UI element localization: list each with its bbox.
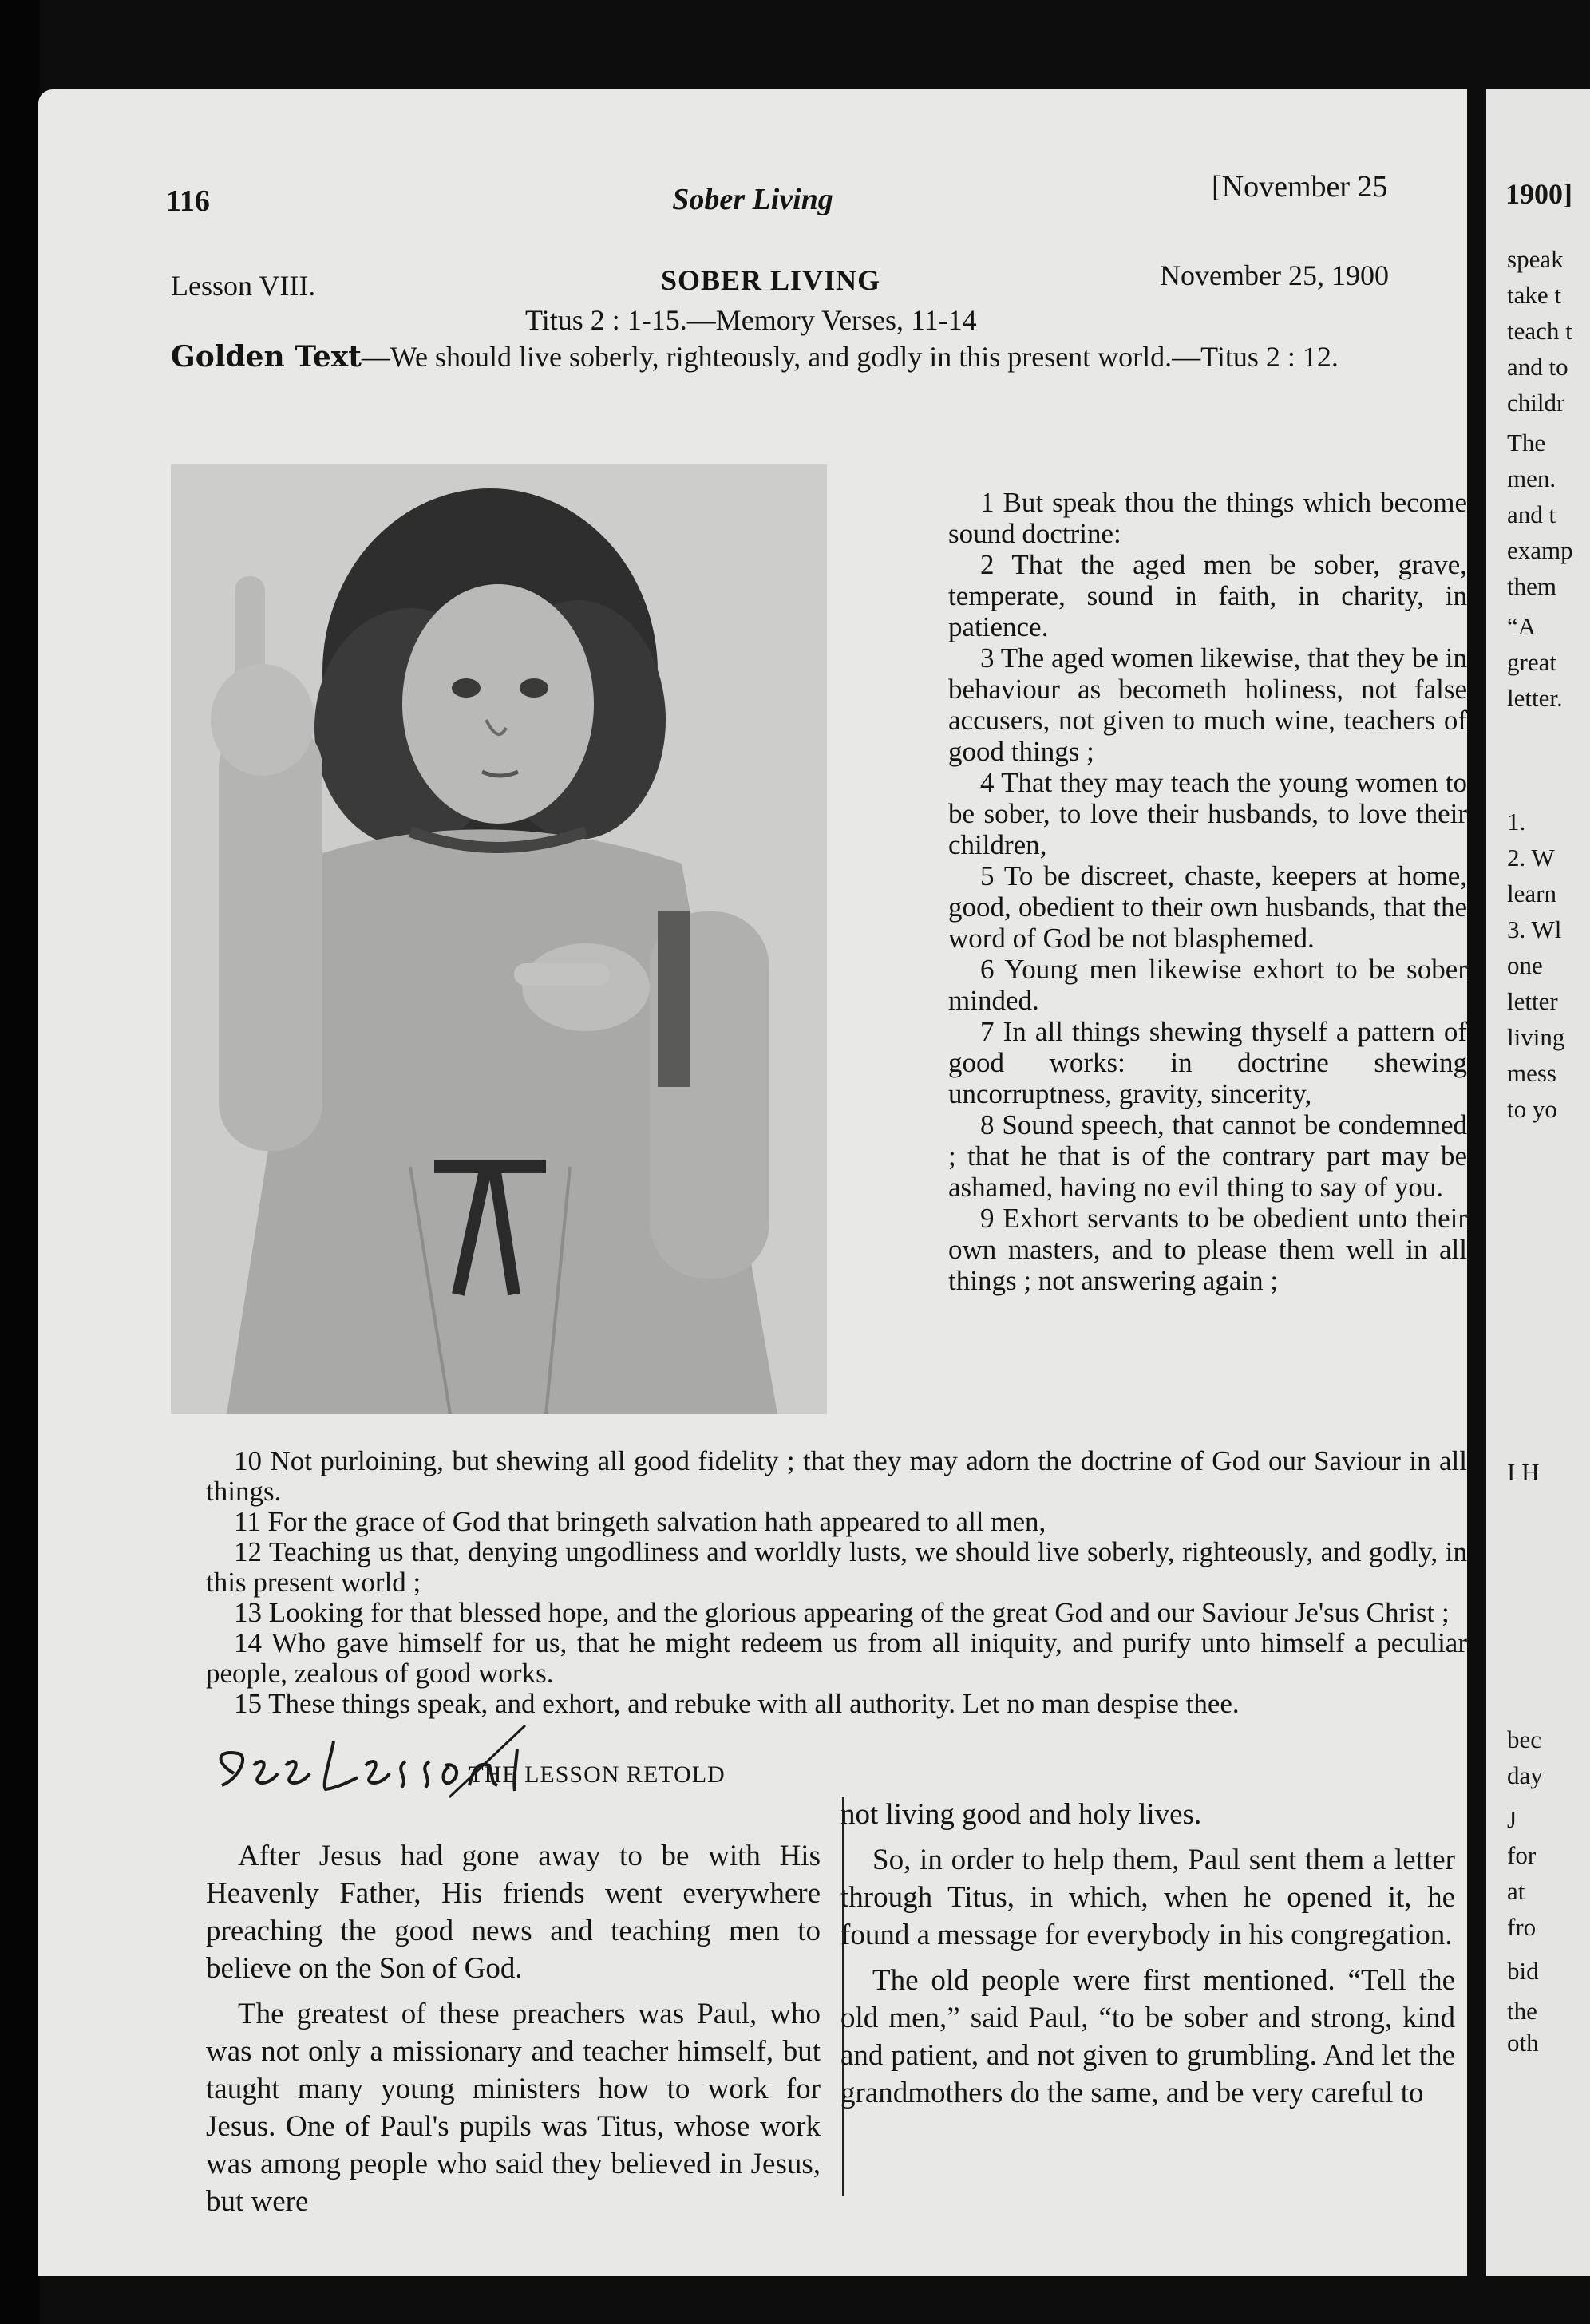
verses-column [948, 487, 1467, 1296]
retold-paragraph: After Jesus had gone away to be with His Heavenly Father, His friends went everywhere preaching the good news and teaching men to believe on the Son of God. [206, 1840, 821, 1985]
facing-page-line: at [1507, 1877, 1525, 1905]
verse-10: 10 Not purloining, but shewing all good fidelity ; that they may adorn the doctrine of God our Saviour in all things. [206, 1445, 1467, 1507]
facing-page-line: mess [1507, 1059, 1556, 1087]
page-116 [38, 89, 1467, 2276]
retold-right-column [840, 1796, 1455, 2120]
retold-paragraph: not living good and holy lives. [840, 1798, 1202, 1831]
facing-page-line: living [1507, 1023, 1565, 1051]
verse-5: 5 To be discreet, chaste, keepers at home, good, obedient to their own husbands, that the word of God be not blasphemed. [948, 860, 1467, 954]
facing-page-line: men. [1507, 464, 1556, 492]
facing-page-line: examp [1507, 536, 1573, 564]
facing-page-line: learn [1507, 879, 1556, 907]
facing-page-header: 1900] [1505, 178, 1572, 210]
handwritten-note [210, 1717, 545, 1813]
retold-paragraph: So, in order to help them, Paul sent them a letter through Titus, in which, when he opened it, he found a message for everybody in his congregation. [840, 1844, 1455, 1951]
retold-paragraph: The greatest of these preachers was Paul, who was not only a missionary and teacher himself, but taught many young ministers how to work for Jesus. One of Paul's pupils was Titus, whose work was among people who said they believed in Jesus, but were [206, 1998, 821, 2218]
facing-page-line: for [1507, 1841, 1537, 1869]
running-date: [November 25 [1212, 170, 1388, 204]
child-jesus-illustration [171, 464, 827, 1414]
facing-page-line: bec [1507, 1725, 1542, 1753]
facing-page-line: 3. Wl [1507, 915, 1562, 943]
facing-page-line: one [1507, 951, 1543, 979]
facing-page-line: 2. W [1507, 844, 1555, 872]
facing-page-line: The [1507, 429, 1546, 457]
facing-page-line: the [1507, 1997, 1537, 2025]
facing-page-line: day [1507, 1761, 1543, 1789]
facing-page-line: teach t [1507, 317, 1572, 345]
book-binding [0, 0, 40, 2324]
facing-page-line: childr [1507, 389, 1565, 417]
facing-page-line: I H [1507, 1458, 1540, 1486]
retold-left-column [206, 1837, 821, 2228]
facing-page-line: to yo [1507, 1095, 1557, 1123]
scripture-reference: Titus 2 : 1-15.—Memory Verses, 11-14 [525, 304, 977, 336]
facing-page-line: letter. [1507, 684, 1563, 712]
verse-3: 3 The aged women likewise, that they be in behaviour as becometh holiness, not false accusers, not given to much wine, teachers of good things ; [948, 642, 1467, 767]
facing-page-line: oth [1507, 2029, 1539, 2057]
running-title: Sober Living [672, 183, 833, 216]
facing-page-line: bid [1507, 1957, 1539, 1985]
retold-heading: THE LESSON RETOLD [469, 1761, 726, 1788]
facing-page-line: speak [1507, 245, 1564, 273]
verse-4: 4 That they may teach the young women to be sober, to love their husbands, to love their children, [948, 767, 1467, 860]
verse-13: 13 Looking for that blessed hope, and the glorious appearing of the great God and our Saviour Je'sus Christ ; [234, 1597, 1450, 1628]
golden-text-label: Golden Text [171, 340, 362, 374]
verse-1: 1 But speak thou the things which become sound doctrine: [948, 487, 1467, 549]
facing-page-line: “A [1507, 612, 1537, 640]
facing-page-fragment [1486, 89, 1590, 2276]
facing-page-line: and to [1507, 353, 1568, 381]
verse-11: 11 For the grace of God that bringeth salvation hath appeared to all men, [234, 1506, 1046, 1537]
facing-page-line: fro [1507, 1913, 1537, 1941]
retold-paragraph: The old people were first mentioned. “Tell the old men,” said Paul, “to be sober and strong, kind and patient, and not given to grumbling. And let the grandmothers do the same, and be very careful to [840, 1964, 1455, 2109]
verse-7: 7 In all things shewing thyself a pattern of good works: in doctrine shewing uncorruptness, gravity, sincerity, [948, 1016, 1467, 1109]
verse-12: 12 Teaching us that, denying ungodliness and worldly lusts, we should live soberly, righteously, and godly, in this present world ; [206, 1536, 1467, 1598]
facing-page-line: J [1507, 1805, 1517, 1833]
verses-full-width [206, 1446, 1467, 1719]
golden-text-body: —We should live soberly, righteously, and godly in this present world.—Titus 2 : 12. [361, 341, 1339, 373]
lesson-title: SOBER LIVING [661, 264, 881, 296]
lesson-number: Lesson VIII. [171, 270, 316, 302]
facing-page-line: 1. [1507, 808, 1526, 836]
verse-15: 15 These things speak, and exhort, and rebuke with all authority. Let no man despise thee. [234, 1688, 1240, 1719]
verse-9: 9 Exhort servants to be obedient unto their own masters, and to please them well in all things ; not answering again ; [948, 1203, 1467, 1296]
facing-page-line: take t [1507, 281, 1561, 309]
facing-page-line: great [1507, 648, 1556, 676]
verse-6: 6 Young men likewise exhort to be sober minded. [948, 954, 1467, 1016]
lesson-date: November 25, 1900 [1160, 259, 1389, 291]
verse-8: 8 Sound speech, that cannot be condemned ; that he that is of the contrary part may be ashamed, having no evil thing to say of you. [948, 1109, 1467, 1203]
verse-14: 14 Who gave himself for us, that he might redeem us from all iniquity, and purify unto himself a peculiar people, zealous of good works. [206, 1627, 1467, 1689]
verse-2: 2 That the aged men be sober, grave, temperate, sound in faith, in charity, in patience. [948, 549, 1467, 642]
facing-page-line: them [1507, 572, 1556, 600]
golden-text [171, 342, 1464, 372]
facing-page-line: letter [1507, 987, 1558, 1015]
page-number: 116 [166, 184, 210, 218]
facing-page-line: and t [1507, 500, 1556, 528]
